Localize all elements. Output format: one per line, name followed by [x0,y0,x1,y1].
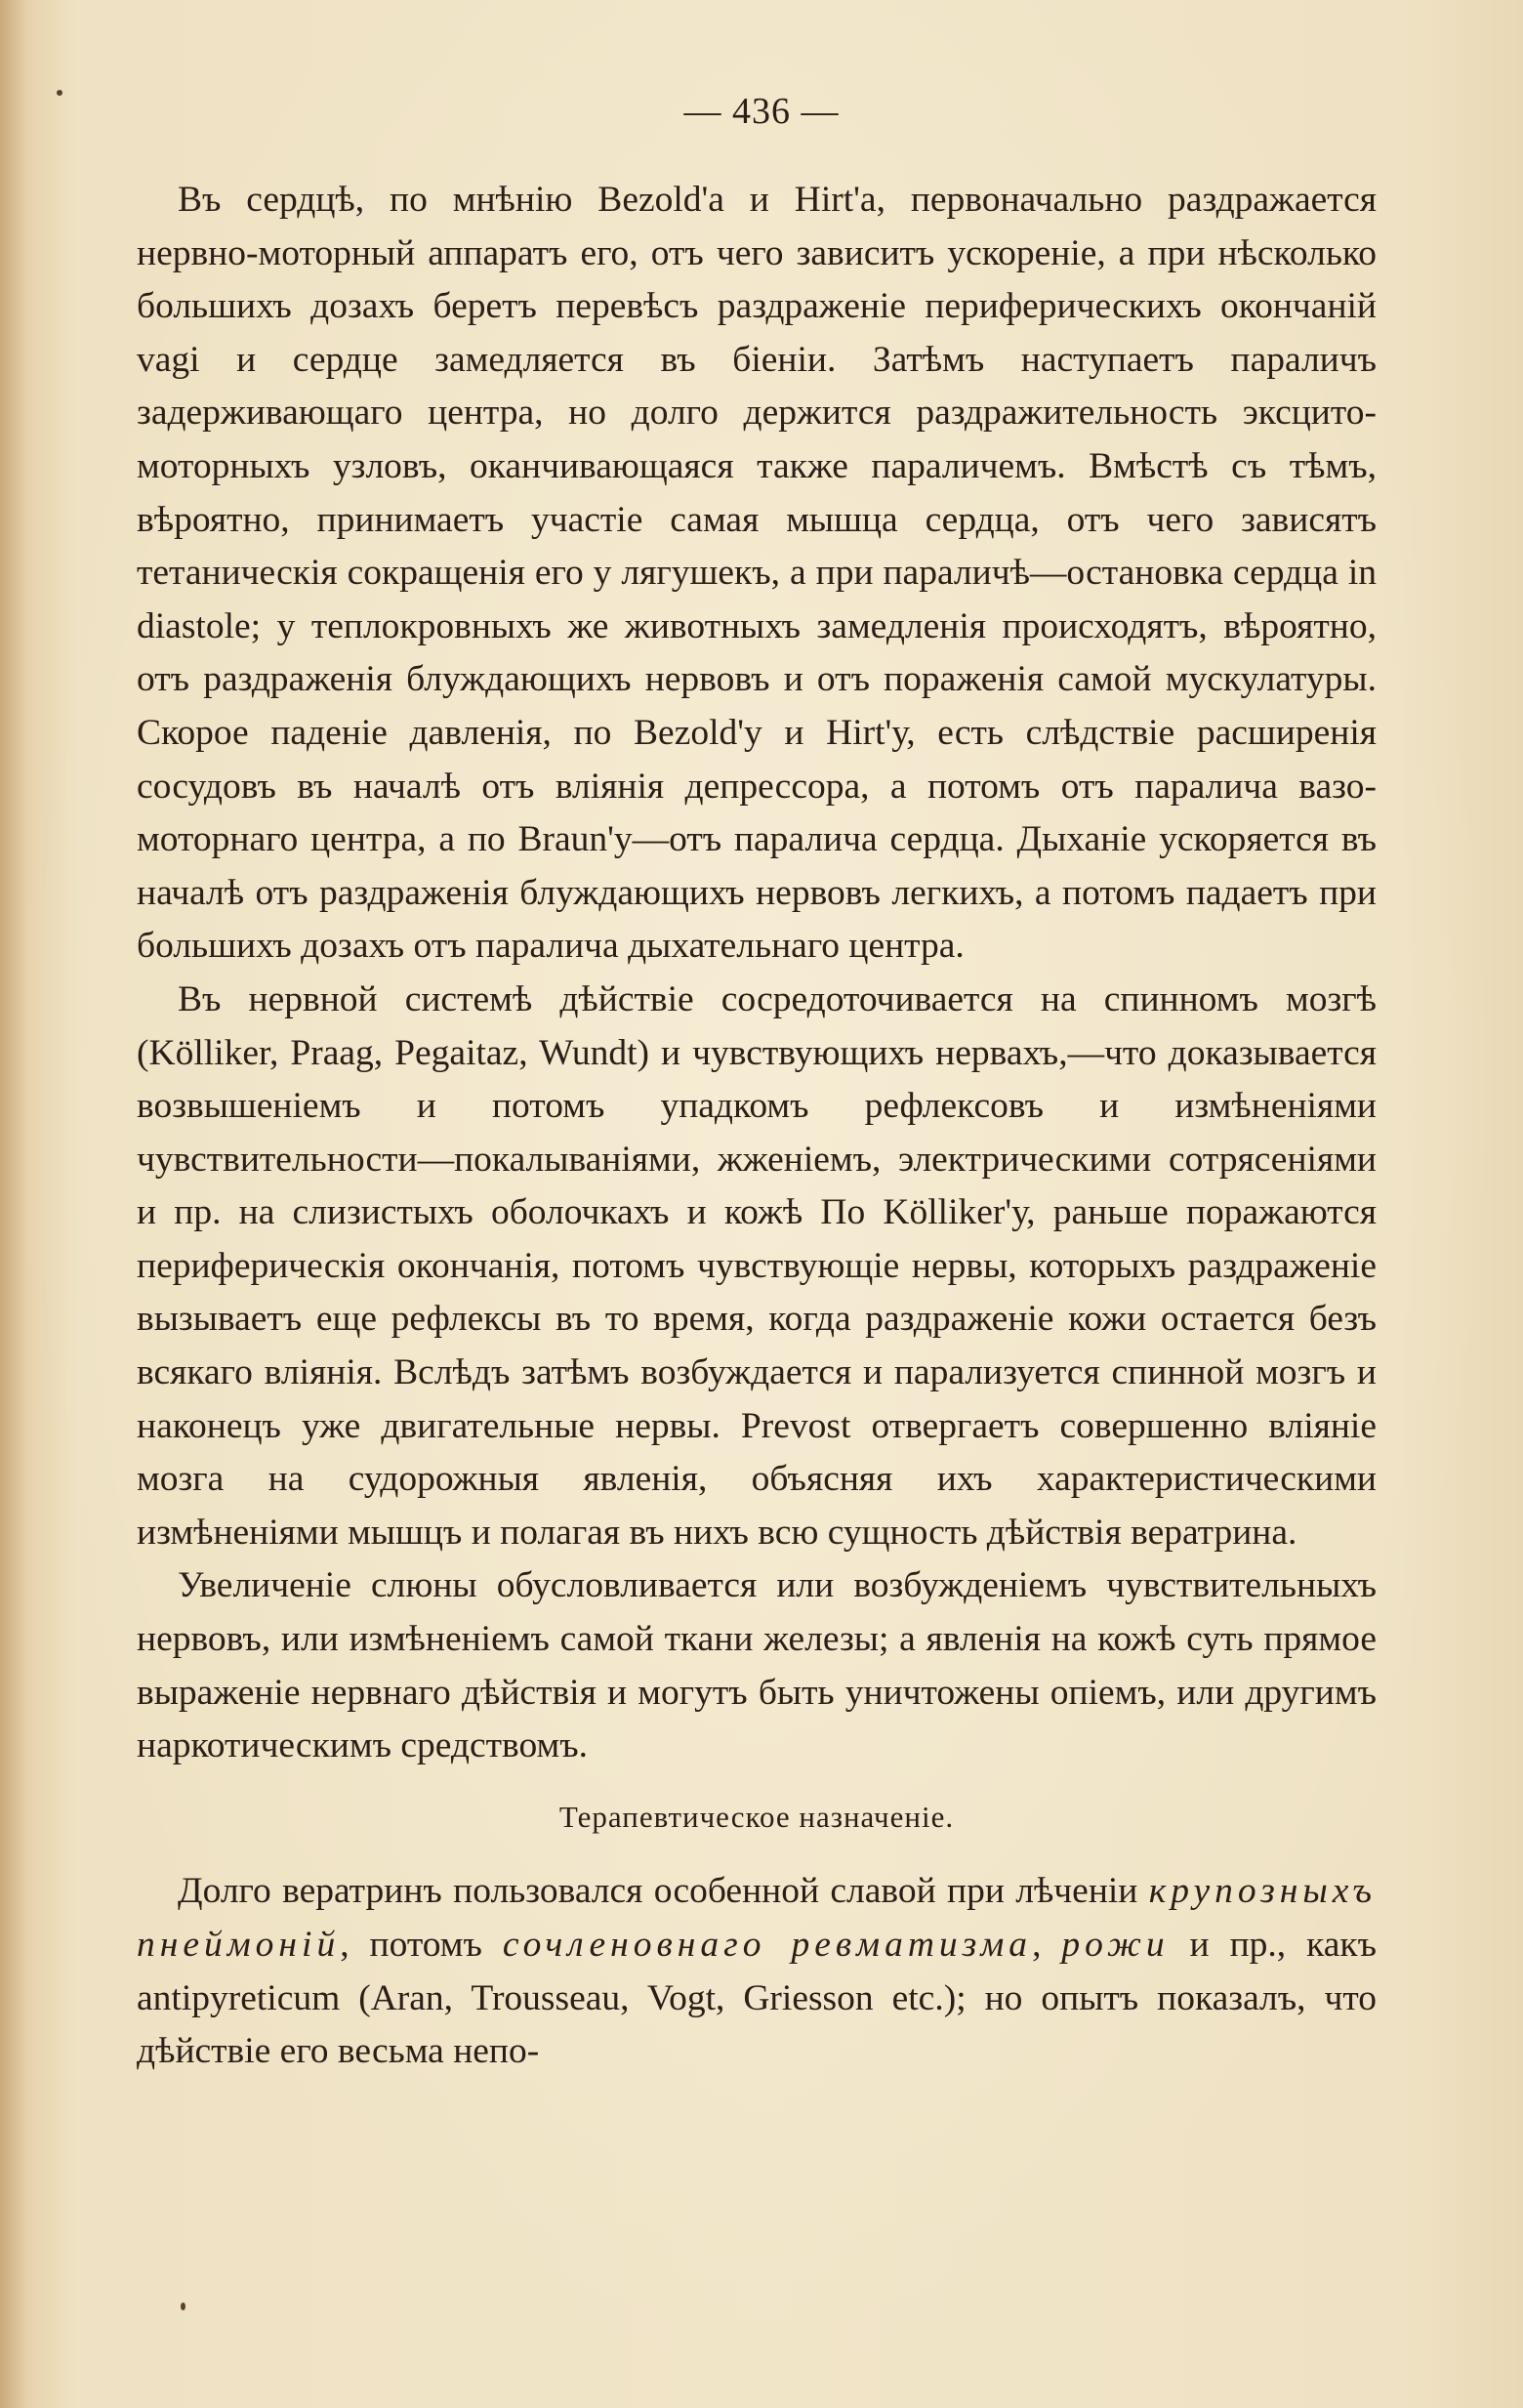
ink-speck [57,90,62,96]
emphasis-rheumatism: сочленовнаго ревматизма [502,1925,1033,1965]
paragraph-therapeutic [137,1865,1377,2078]
section-heading: Терапевтическое назначеніе. [558,1799,955,1834]
paragraph-heart: Въ сердцѣ, по мнѣнію Bezold'а и Hirt'а, первоначально раздражается нервно-моторный аппаратъ его, отъ чего зависитъ ускореніе, а при нѣсколько большихъ дозахъ беретъ перевѣсъ раздраженіе периферическихъ окончаній vagi и сердце замедляется въ біеніи. Затѣмъ наступаетъ параличъ задерживающаго центра, но долго держится раздражительность эксцито-моторныхъ узловъ, оканчивающаяся также параличемъ. Вмѣстѣ съ тѣмъ, вѣроятно, принимаетъ участіе самая мышца сердца, отъ чего зависятъ тетаническія сокращенія его у лягушекъ, а при параличѣ—остановка сердца in diastole; у теплокровныхъ же животныхъ замедленія происходятъ, вѣроятно, отъ раздраженія блуждающихъ нервовъ и отъ пораженія самой мускулатуры. Скорое паденіе давленія, по Bezold'у и Hirt'у, есть слѣдствіе расширенія сосудовъ въ началѣ отъ вліянія депрессора, а потомъ отъ паралича вазо-моторнаго центра, а по Braun'у—отъ паралича сердца. Дыханіе ускоряется въ началѣ отъ раздраженія блуждающихъ нервовъ легкихъ, а потомъ падаетъ при большихъ дозахъ отъ паралича дыхательнаго центра. [137,180,1377,967]
paragraph-nervous-system: Въ нервной системѣ дѣйствіе сосредоточивается на спинномъ мозгѣ (Kölliker, Praag, Pegaitaz, Wundt) и чувствующихъ нервахъ,—что доказывается возвышеніемъ и потомъ упадкомъ рефлексовъ и измѣненіями чувствительности—покалываніями, жженіемъ, электрическими сотрясеніями и пр. на слизистыхъ оболочкахъ и кожѣ По Kölliker'у, раньше поражаются периферическія окончанія, потомъ чувствующіе нервы, которыхъ раздраженіе вызываетъ еще рефлексы въ то время, когда раздраженіе кожи остается безъ всякаго вліянія. Вслѣдъ затѣмъ возбуждается и парализуется спинной мозгъ и наконецъ уже двигательные нервы. Prevost отвергаетъ совершенно вліяніе мозга на судорожныя явленія, объясняя ихъ характеристическими измѣненіями мышцъ и полагая въ нихъ всю сущность дѣйствія вератрина. [137,978,1377,1553]
emphasis-pneumonia: крупозныхъ пнеймоній [137,1871,1377,1965]
therapeutic-text-mid2: , [1032,1925,1062,1965]
ink-speck [181,2303,185,2310]
therapeutic-text-start: Долго вератринъ пользовался особенной славой при лѣченіи [178,1871,1149,1912]
therapeutic-text-mid1: , потомъ [340,1925,503,1965]
emphasis-erysipelas: рожи [1061,1925,1170,1965]
page-number: — 436 — [683,91,840,132]
therapeutic-text-end: и пр., какъ antipyreticum (Aran, Trousseau, Vogt, Griesson etc.); но опытъ показалъ, что дѣйствіе его весьма непо- [137,1925,1377,2072]
page-body [137,174,1377,2079]
paragraph-saliva: Увеличеніе слюны обусловливается или возбужденіемъ чувствительныхъ нервовъ, или измѣненіемъ самой ткани железы; а явленія на кожѣ суть прямое выраженіе нервнаго дѣйствія и могутъ быть уничтожены опіемъ, или другимъ наркотическимъ средствомъ. [137,1565,1377,1766]
